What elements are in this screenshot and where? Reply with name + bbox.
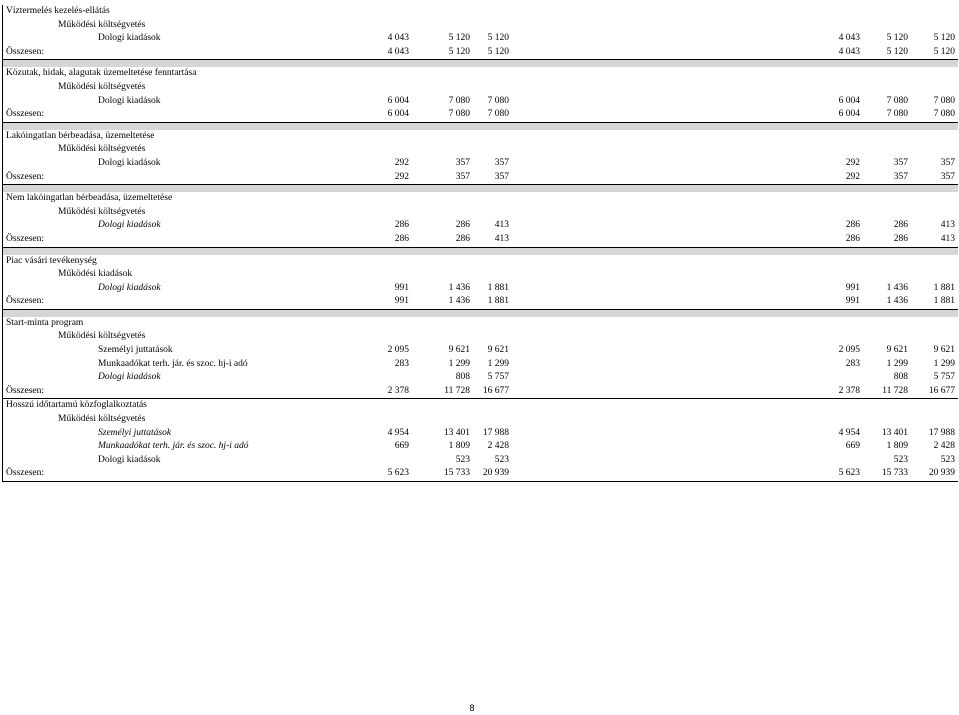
total-value-cell: 7 080: [886, 109, 908, 120]
value-cell: 1 436: [886, 282, 908, 293]
total-value-cell: 413: [494, 233, 509, 244]
row-label: Személyi juttatások: [98, 345, 173, 356]
section-separator: [2, 185, 958, 192]
value-cell: 2 428: [487, 441, 509, 452]
table-row: [2, 454, 958, 468]
section-separator: [2, 60, 958, 67]
value-cell: 1 809: [886, 441, 908, 452]
value-cell: 292: [394, 157, 409, 168]
section-title-row: [2, 5, 958, 19]
total-value-cell: 7 080: [933, 109, 955, 120]
row-label: Dologi kiadások: [98, 95, 161, 106]
section-subtitle-row: [2, 19, 958, 33]
total-row: [2, 295, 958, 310]
total-row: [2, 108, 958, 123]
value-cell: 991: [845, 282, 860, 293]
total-row: [2, 385, 958, 400]
total-value-cell: 286: [893, 233, 908, 244]
total-value-cell: 357: [893, 171, 908, 182]
total-value-cell: 357: [940, 171, 955, 182]
section-block: [2, 317, 958, 400]
value-cell: 2 095: [838, 345, 860, 356]
page-number: 8: [469, 703, 475, 713]
value-cell: 523: [455, 454, 470, 465]
section-block: [2, 130, 958, 192]
value-cell: 1 809: [448, 441, 470, 452]
value-cell: 357: [940, 157, 955, 168]
section-subtitle: Működési költségvetés: [58, 331, 146, 342]
total-label: Összesen:: [6, 468, 44, 479]
row-label: Dologi kiadások: [98, 454, 161, 465]
value-cell: 286: [893, 220, 908, 231]
table-row: [2, 440, 958, 454]
total-value-cell: 286: [455, 233, 470, 244]
value-cell: 523: [494, 454, 509, 465]
value-cell: 357: [893, 157, 908, 168]
section-title-row: [2, 67, 958, 81]
value-cell: 7 080: [933, 95, 955, 106]
value-cell: 1 299: [448, 358, 470, 369]
value-cell: 286: [394, 220, 409, 231]
total-value-cell: 991: [845, 296, 860, 307]
section-block: [2, 255, 958, 317]
section-subtitle: Működési kiadások: [58, 269, 133, 280]
total-value-cell: 413: [940, 233, 955, 244]
table-row: [2, 219, 958, 233]
table-row: [2, 344, 958, 358]
section-title: Hosszú időtartamú közfoglalkoztatás: [6, 400, 147, 411]
table-row: [2, 95, 958, 109]
total-value-cell: 5 623: [387, 468, 409, 479]
section-subtitle-row: [2, 413, 958, 427]
section-subtitle-row: [2, 81, 958, 95]
total-value-cell: 15 733: [443, 468, 470, 479]
total-value-cell: 7 080: [487, 109, 509, 120]
section-title: Közutak, hidak, alagutak üzemeltetése fenntartása: [6, 68, 197, 79]
value-cell: 17 988: [928, 427, 955, 438]
total-value-cell: 2 378: [387, 385, 409, 396]
table-row: [2, 32, 958, 46]
table-left-border: [2, 5, 3, 482]
value-cell: 13 401: [881, 427, 908, 438]
total-row: [2, 467, 958, 482]
total-value-cell: 357: [455, 171, 470, 182]
value-cell: 523: [940, 454, 955, 465]
total-label: Összesen:: [6, 109, 44, 120]
total-value-cell: 1 436: [886, 296, 908, 307]
row-label: Dologi kiadások: [98, 220, 161, 231]
section-title-row: [2, 399, 958, 413]
total-value-cell: 7 080: [448, 109, 470, 120]
value-cell: 357: [455, 157, 470, 168]
value-cell: 523: [893, 454, 908, 465]
table-row: [2, 282, 958, 296]
total-value-cell: 286: [394, 233, 409, 244]
section-subtitle-row: [2, 206, 958, 220]
total-value-cell: 6 004: [838, 109, 860, 120]
value-cell: 413: [494, 220, 509, 231]
total-label: Összesen:: [6, 296, 44, 307]
section-title: Víztermelés kezelés-ellátás: [6, 6, 110, 16]
row-label: Személyi juttatások: [98, 427, 172, 438]
value-cell: 4 954: [838, 427, 860, 438]
value-cell: 1 881: [487, 282, 509, 293]
value-cell: 808: [893, 372, 908, 383]
value-cell: 9 621: [448, 345, 470, 356]
total-value-cell: 2 378: [838, 385, 860, 396]
section-title: Start-minta program: [6, 317, 84, 328]
value-cell: 5 757: [933, 372, 955, 383]
value-cell: 17 988: [482, 427, 509, 438]
value-cell: 669: [394, 441, 409, 452]
row-label: Dologi kiadások: [98, 372, 161, 383]
value-cell: 292: [845, 157, 860, 168]
section-separator: [2, 123, 958, 130]
value-cell: 4 043: [838, 33, 860, 44]
section-subtitle-row: [2, 143, 958, 157]
total-value-cell: 1 881: [487, 296, 509, 307]
value-cell: 4 043: [387, 33, 409, 44]
section-block: [2, 399, 958, 482]
section-title-row: [2, 130, 958, 144]
total-value-cell: 5 120: [448, 46, 470, 57]
row-label: Dologi kiadások: [98, 33, 161, 44]
total-value-cell: 11 728: [882, 385, 908, 396]
section-block: [2, 5, 958, 67]
section-block: [2, 192, 958, 254]
section-title-row: [2, 317, 958, 331]
total-value-cell: 991: [394, 296, 409, 307]
value-cell: 2 428: [933, 441, 955, 452]
table-row: [2, 157, 958, 171]
value-cell: 7 080: [448, 95, 470, 106]
total-value-cell: 11 728: [444, 385, 470, 396]
section-block: [2, 67, 958, 129]
section-separator: [2, 310, 958, 317]
total-row: [2, 171, 958, 186]
section-separator: [2, 248, 958, 255]
section-title-row: [2, 255, 958, 269]
total-value-cell: 15 733: [881, 468, 908, 479]
section-subtitle: Működési költségvetés: [58, 19, 146, 30]
value-cell: 669: [845, 441, 860, 452]
total-value-cell: 16 677: [928, 385, 955, 396]
value-cell: 808: [455, 372, 470, 383]
value-cell: 4 954: [387, 427, 409, 438]
value-cell: 2 095: [387, 345, 409, 356]
value-cell: 5 120: [886, 33, 908, 44]
value-cell: 9 621: [886, 345, 908, 356]
table-row: [2, 371, 958, 385]
section-subtitle: Működési költségvetés: [58, 144, 146, 155]
value-cell: 286: [845, 220, 860, 231]
value-cell: 13 401: [443, 427, 470, 438]
total-value-cell: 4 043: [387, 46, 409, 57]
value-cell: 6 004: [838, 95, 860, 106]
section-title: Nem lakóingatlan bérbeadása, üzemeltetése: [6, 193, 173, 204]
value-cell: 5 757: [487, 372, 509, 383]
section-subtitle-row: [2, 268, 958, 282]
section-subtitle: Működési költségvetés: [58, 414, 146, 425]
value-cell: 1 436: [448, 282, 470, 293]
value-cell: 5 120: [487, 33, 509, 44]
total-value-cell: 292: [394, 171, 409, 182]
total-label: Összesen:: [6, 233, 44, 244]
total-value-cell: 1 436: [448, 296, 470, 307]
value-cell: 5 120: [933, 33, 955, 44]
value-cell: 357: [494, 157, 509, 168]
total-value-cell: 5 120: [487, 46, 509, 57]
value-cell: 9 621: [933, 345, 955, 356]
total-row: [2, 233, 958, 248]
total-value-cell: 4 043: [838, 46, 860, 57]
section-title: Lakóingatlan bérbeadása, üzemeltetése: [6, 130, 155, 141]
table-row: [2, 427, 958, 441]
total-value-cell: 5 120: [933, 46, 955, 57]
value-cell: 1 299: [487, 358, 509, 369]
value-cell: 283: [845, 358, 860, 369]
section-title: Piac vásári tevékenység: [6, 255, 97, 266]
total-value-cell: 357: [494, 171, 509, 182]
total-value-cell: 1 881: [933, 296, 955, 307]
value-cell: 1 299: [933, 358, 955, 369]
row-label: Dologi kiadások: [98, 282, 161, 293]
total-label: Összesen:: [6, 46, 44, 57]
row-label: Munkaadókat terh. jár. és szoc. hj-i adó: [98, 441, 249, 452]
total-value-cell: 286: [845, 233, 860, 244]
value-cell: 7 080: [886, 95, 908, 106]
value-cell: 283: [394, 358, 409, 369]
total-value-cell: 5 623: [838, 468, 860, 479]
value-cell: 1 299: [886, 358, 908, 369]
total-value-cell: 20 939: [928, 468, 955, 479]
total-value-cell: 20 939: [482, 468, 509, 479]
total-label: Összesen:: [6, 385, 44, 396]
section-title-row: [2, 192, 958, 206]
value-cell: 6 004: [387, 95, 409, 106]
budget-table: [2, 5, 958, 482]
value-cell: 413: [940, 220, 955, 231]
total-row: [2, 46, 958, 61]
value-cell: 5 120: [448, 33, 470, 44]
section-subtitle: Működési költségvetés: [58, 81, 146, 92]
total-value-cell: 5 120: [886, 46, 908, 57]
value-cell: 1 881: [933, 282, 955, 293]
value-cell: 9 621: [487, 345, 509, 356]
table-row: [2, 358, 958, 372]
value-cell: 286: [455, 220, 470, 231]
total-label: Összesen:: [6, 171, 44, 182]
total-value-cell: 16 677: [482, 385, 509, 396]
total-value-cell: 6 004: [387, 109, 409, 120]
value-cell: 991: [394, 282, 409, 293]
section-subtitle: Működési költségvetés: [58, 206, 146, 217]
value-cell: 7 080: [487, 95, 509, 106]
row-label: Munkaadókat terh. jár. és szoc. hj-i adó: [98, 358, 248, 369]
section-subtitle-row: [2, 330, 958, 344]
row-label: Dologi kiadások: [98, 157, 161, 168]
total-value-cell: 292: [845, 171, 860, 182]
